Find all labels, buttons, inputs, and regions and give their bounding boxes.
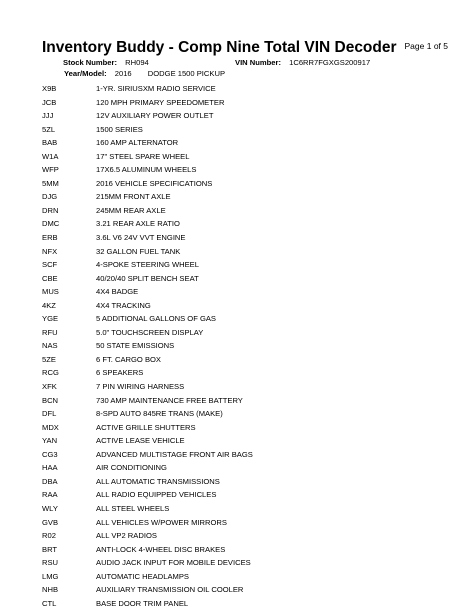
- document-title: Inventory Buddy - Comp Nine Total VIN Decoder: [42, 39, 397, 56]
- option-code: W1A: [42, 151, 59, 161]
- vin-number-label: VIN Number:: [235, 58, 281, 67]
- option-code: X9B: [42, 84, 57, 93]
- option-code: BRT: [42, 544, 58, 554]
- option-description: 40/20/40 SPLIT BENCH SEAT: [96, 273, 199, 283]
- option-code: ERB: [42, 233, 58, 243]
- option-description: 245MM REAR AXLE: [96, 205, 166, 215]
- option-description: 17X6.5 ALUMINUM WHEELS: [96, 165, 197, 175]
- option-description: 3.6L V6 24V VVT ENGINE: [96, 233, 186, 243]
- option-description: 7 PIN WIRING HARNESS: [96, 382, 185, 392]
- option-code: MUS: [42, 287, 59, 297]
- option-code: CBE: [42, 273, 58, 283]
- option-description: ACTIVE GRILLE SHUTTERS: [96, 422, 196, 432]
- option-code: DMC: [42, 219, 60, 229]
- option-description: 32 GALLON FUEL TANK: [96, 246, 181, 256]
- page-number: Page 1 of 5: [404, 41, 448, 51]
- option-code: CTL: [42, 598, 57, 608]
- option-code: DJG: [42, 192, 58, 202]
- option-description: 50 STATE EMISSIONS: [96, 341, 175, 351]
- option-code: LMG: [42, 571, 59, 581]
- option-code: RFU: [42, 327, 58, 337]
- option-description: 4-SPOKE STEERING WHEEL: [96, 260, 199, 270]
- option-description: 6 SPEAKERS: [96, 368, 144, 378]
- option-code: RAA: [42, 490, 58, 500]
- option-code: RSU: [42, 558, 59, 568]
- option-description: 2016 VEHICLE SPECIFICATIONS: [96, 178, 213, 188]
- option-code: RCG: [42, 368, 59, 378]
- option-description: 4X4 BADGE: [96, 287, 139, 297]
- option-description: ANTI-LOCK 4-WHEEL DISC BRAKES: [96, 544, 226, 554]
- option-description: ALL AUTOMATIC TRANSMISSIONS: [96, 476, 220, 486]
- option-code: SCF: [42, 260, 58, 270]
- option-code: NFX: [42, 246, 58, 256]
- option-description: ALL VEHICLES W/POWER MIRRORS: [96, 517, 227, 527]
- option-code: WLY: [42, 503, 58, 513]
- option-code: BCN: [42, 395, 59, 405]
- option-code: 5ZL: [42, 124, 56, 134]
- option-description: 120 MPH PRIMARY SPEEDOMETER: [96, 97, 225, 107]
- vin-number: [235, 58, 370, 67]
- option-code: NHB: [42, 585, 59, 595]
- option-description: 1-YR. SIRIUSXM RADIO SERVICE: [96, 84, 216, 93]
- year-model: [64, 69, 225, 78]
- stock-number: [63, 58, 149, 67]
- option-description: 8-SPD AUTO 845RE TRANS (MAKE): [96, 409, 223, 419]
- year-value: 2016: [114, 69, 132, 78]
- option-code: WFP: [42, 165, 59, 175]
- option-description: 12V AUXILIARY POWER OUTLET: [96, 111, 214, 121]
- stock-number-value: RH094: [125, 58, 149, 67]
- option-code: JJJ: [42, 111, 54, 121]
- option-description: 730 AMP MAINTENANCE FREE BATTERY: [96, 395, 243, 405]
- option-description: 17" STEEL SPARE WHEEL: [96, 151, 190, 161]
- option-code: CG3: [42, 449, 58, 459]
- option-description: AUXILIARY TRANSMISSION OIL COOLER: [96, 585, 244, 595]
- option-code: BAB: [42, 138, 58, 148]
- option-description: ALL VP2 RADIOS: [96, 531, 157, 541]
- option-description: 1500 SERIES: [96, 124, 143, 134]
- option-description: 160 AMP ALTERNATOR: [96, 138, 179, 148]
- option-code: NAS: [42, 341, 58, 351]
- option-code: MDX: [42, 422, 59, 432]
- option-description: AUDIO JACK INPUT FOR MOBILE DEVICES: [96, 558, 251, 568]
- year-model-label: Year/Model:: [64, 69, 107, 78]
- option-code: DRN: [42, 205, 59, 215]
- option-description: 5.0" TOUCHSCREEN DISPLAY: [96, 327, 204, 337]
- option-code: YAN: [42, 436, 58, 446]
- option-description: ACTIVE LEASE VEHICLE: [96, 436, 185, 446]
- option-code: JCB: [42, 97, 57, 107]
- option-code: XFK: [42, 382, 57, 392]
- option-description: BASE DOOR TRIM PANEL: [96, 598, 189, 608]
- option-code: GVB: [42, 517, 59, 527]
- option-code: 4KZ: [42, 300, 56, 310]
- option-description: ALL STEEL WHEELS: [96, 503, 170, 513]
- model-value: DODGE 1500 PICKUP: [147, 69, 226, 78]
- option-code: R02: [42, 531, 56, 541]
- option-description: AIR CONDITIONING: [96, 463, 167, 473]
- option-code: 5MM: [42, 178, 59, 188]
- vin-number-value: 1C6RR7FGXGS200917: [289, 58, 371, 67]
- option-description: 5 ADDITIONAL GALLONS OF GAS: [96, 314, 216, 324]
- option-description: ADVANCED MULTISTAGE FRONT AIR BAGS: [96, 449, 253, 459]
- option-code: YGE: [42, 314, 59, 324]
- option-code: HAA: [42, 463, 58, 473]
- option-description: 215MM FRONT AXLE: [96, 192, 171, 202]
- option-description: ALL RADIO EQUIPPED VEHICLES: [96, 490, 217, 500]
- option-description: 3.21 REAR AXLE RATIO: [96, 219, 180, 229]
- option-code: DBA: [42, 476, 58, 486]
- option-description: 6 FT. CARGO BOX: [96, 354, 161, 364]
- option-description: AUTOMATIC HEADLAMPS: [96, 571, 189, 581]
- option-description: 4X4 TRACKING: [96, 300, 151, 310]
- option-code: 5ZE: [42, 354, 56, 364]
- stock-number-label: Stock Number:: [63, 58, 118, 67]
- option-code: DFL: [42, 409, 57, 419]
